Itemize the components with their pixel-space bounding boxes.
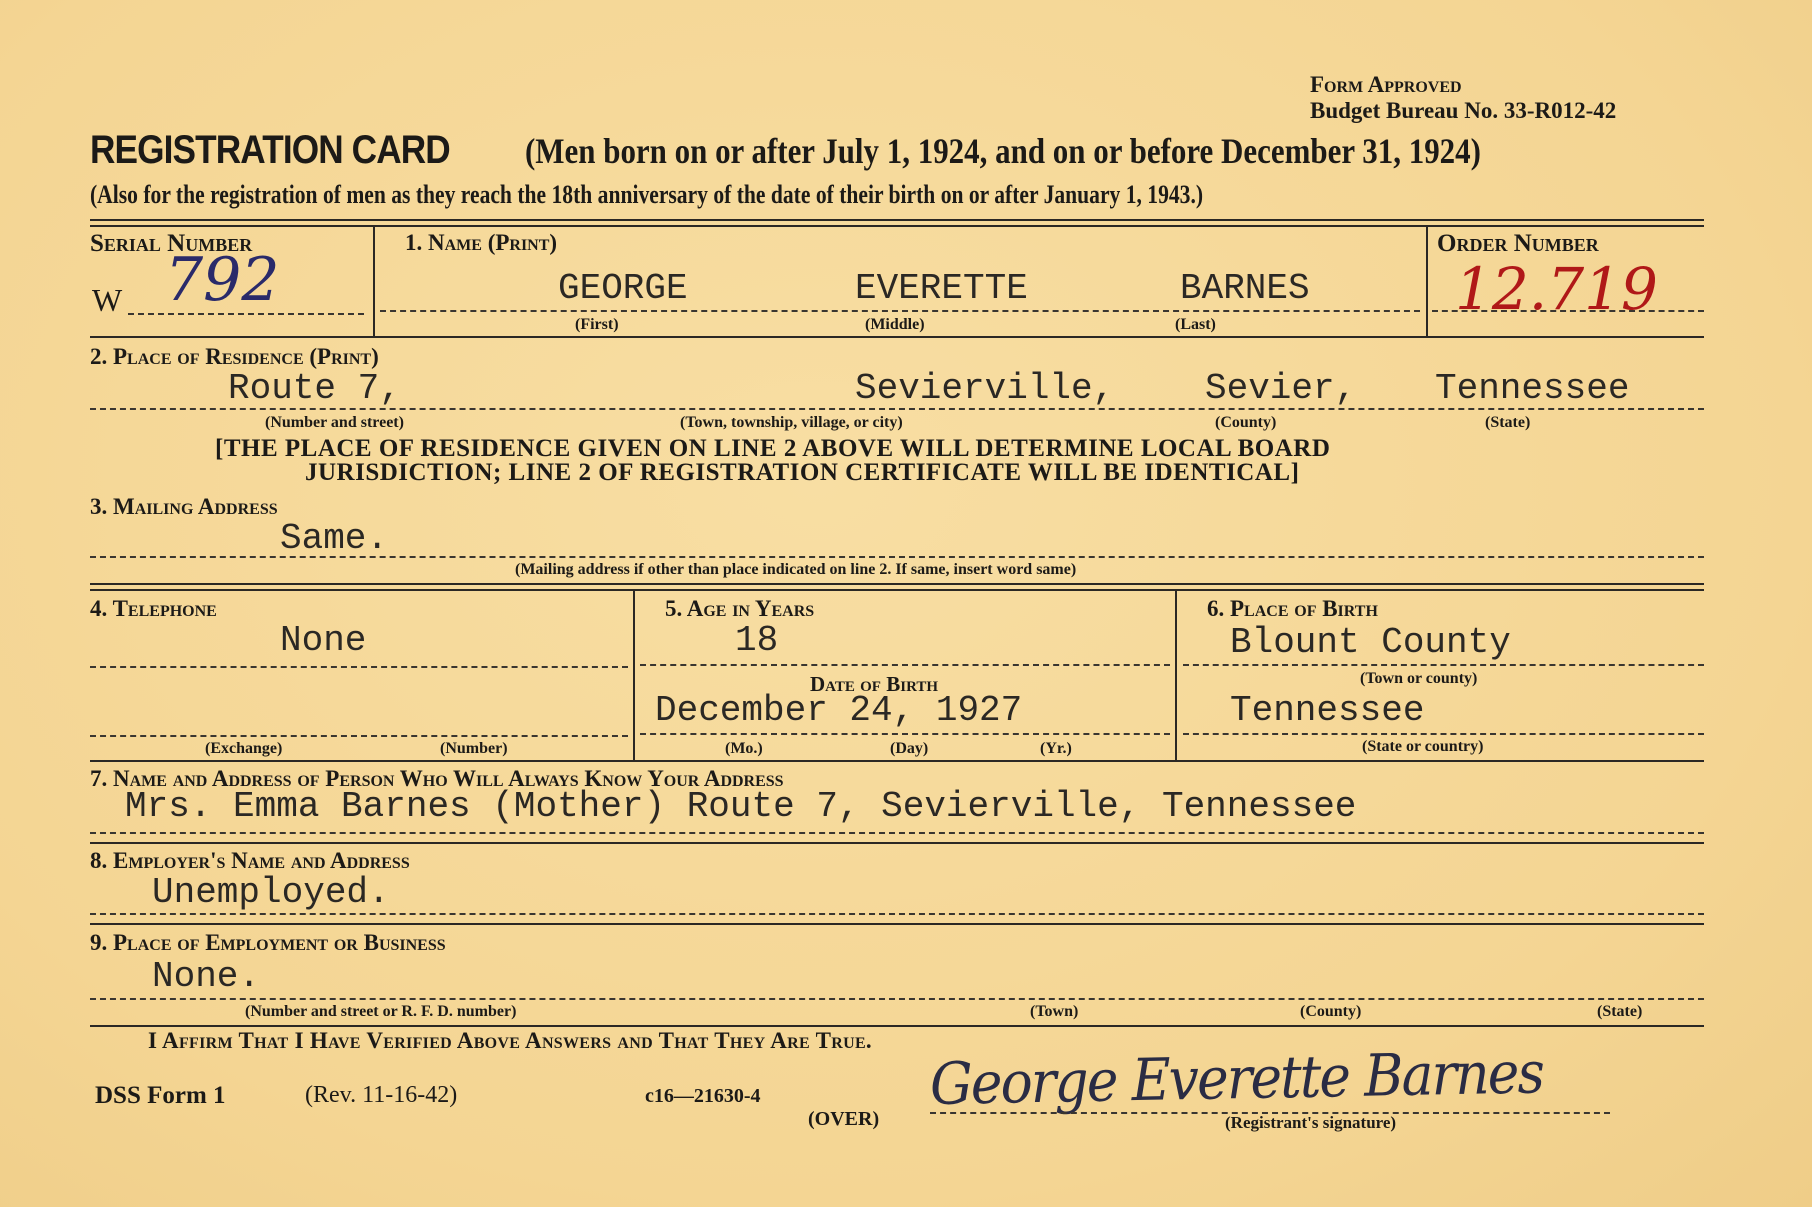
residence-state-caption: (State) (1485, 414, 1531, 431)
serial-number: 792 (165, 245, 280, 315)
serial-prefix: W (92, 282, 123, 318)
employment-town-caption: (Town) (1030, 1003, 1079, 1020)
telephone-value: None (280, 620, 367, 661)
employer-label: 8. Employer's Name and Address (90, 848, 410, 873)
residence-town-caption: (Town, township, village, or city) (680, 414, 903, 431)
order-number: 12.719 (1455, 255, 1658, 323)
name-label: 1. Name (Print) (405, 230, 558, 255)
card-subtitle: (Men born on or after July 1, 1924, and on or before December 31, 1924) (525, 131, 1481, 171)
field-line (90, 666, 628, 668)
contact-label: 7. Name and Address of Person Who Will Always Know Your Address (90, 766, 784, 791)
budget-number: Budget Bureau No. 33-R012-42 (1310, 98, 1617, 123)
age-label: 5. Age in Years (665, 596, 815, 621)
dob-value: December 24, 1927 (655, 690, 1023, 731)
residence-street: Route 7, (228, 368, 401, 409)
birthplace-label: 6. Place of Birth (1207, 596, 1378, 621)
rule (90, 842, 1704, 844)
number-caption: (Number) (440, 740, 508, 757)
registrant-signature: George Everette Barnes (929, 1038, 1544, 1118)
field-line (640, 664, 1170, 666)
name-first: GEORGE (558, 268, 688, 309)
jurisdiction-notice-2: JURISDICTION; LINE 2 OF REGISTRATION CERTIFICATE WILL BE IDENTICAL] (305, 459, 1300, 486)
residence-county-caption: (County) (1215, 414, 1277, 431)
mailing-value: Same. (280, 518, 389, 559)
year-caption: (Yr.) (1040, 740, 1072, 757)
field-line (640, 733, 1170, 735)
rule (90, 1025, 1704, 1027)
employment-state-caption: (State) (1597, 1003, 1643, 1020)
employment-street-caption: (Number and street or R. F. D. number) (245, 1003, 517, 1020)
card-title: REGISTRATION CARD (90, 128, 450, 172)
serial-label: Serial Number (90, 230, 253, 257)
birthplace-state: Tennessee (1230, 690, 1425, 731)
order-label: Order Number (1437, 230, 1599, 257)
rule (90, 589, 1704, 591)
name-last: BARNES (1180, 268, 1310, 309)
contact-value: Mrs. Emma Barnes (Mother) Route 7, Sevierville, Tennessee (125, 786, 1357, 827)
mailing-label: 3. Mailing Address (90, 494, 278, 519)
name-middle: EVERETTE (855, 268, 1028, 309)
divider (633, 590, 635, 760)
telephone-label: 4. Telephone (90, 596, 217, 621)
age-value: 18 (735, 620, 779, 661)
month-caption: (Mo.) (725, 740, 763, 757)
field-line (90, 913, 1704, 915)
field-line (1432, 310, 1704, 312)
rule (90, 219, 1704, 221)
rule (90, 225, 1704, 227)
residence-state: Tennessee (1435, 368, 1630, 409)
field-line (90, 998, 1704, 1000)
rule (90, 336, 1704, 338)
field-line (90, 556, 1704, 558)
field-line (128, 313, 364, 315)
birthplace-state-caption: (State or country) (1362, 738, 1484, 755)
residence-town: Sevierville, (855, 368, 1115, 409)
day-caption: (Day) (890, 740, 929, 757)
field-line (1183, 664, 1704, 666)
signature-caption: (Registrant's signature) (1225, 1113, 1397, 1132)
employment-label: 9. Place of Employment or Business (90, 930, 446, 955)
jurisdiction-notice-1: [THE PLACE OF RESIDENCE GIVEN ON LINE 2 ABOVE WILL DETERMINE LOCAL BOARD (215, 435, 1331, 462)
form-number: DSS Form 1 (95, 1082, 226, 1109)
over-note: (OVER) (808, 1108, 880, 1130)
field-line (90, 832, 1704, 834)
divider (1175, 590, 1177, 760)
field-line (380, 310, 1420, 312)
name-last-caption: (Last) (1175, 316, 1216, 333)
mailing-caption: (Mailing address if other than place indicated on line 2. If same, insert word same) (515, 561, 1077, 578)
form-revision: (Rev. 11-16-42) (305, 1082, 458, 1108)
print-code: c16—21630-4 (645, 1085, 761, 1107)
residence-label: 2. Place of Residence (Print) (90, 344, 379, 369)
field-line (90, 408, 1704, 410)
divider (1426, 226, 1428, 336)
residence-street-caption: (Number and street) (265, 414, 404, 431)
employment-county-caption: (County) (1300, 1003, 1362, 1020)
birthplace-town: Blount County (1230, 622, 1511, 663)
residence-county: Sevier, (1205, 368, 1357, 409)
card-subtitle-2: (Also for the registration of men as they reach the 18th anniversary of the date of their birth on or after January 1, 1943.) (90, 180, 1204, 209)
name-middle-caption: (Middle) (865, 316, 925, 333)
rule (90, 923, 1704, 925)
name-first-caption: (First) (575, 316, 619, 333)
divider (373, 226, 375, 336)
birthplace-town-caption: (Town or county) (1360, 670, 1478, 687)
employer-value: Unemployed. (152, 872, 390, 913)
rule (90, 760, 1704, 762)
rule (90, 583, 1704, 585)
field-line (1183, 733, 1704, 735)
exchange-caption: (Exchange) (205, 740, 283, 757)
form-approved: Form Approved (1310, 72, 1462, 97)
dob-label: Date of Birth (810, 672, 939, 696)
field-line (90, 735, 628, 737)
affirmation: I Affirm That I Have Verified Above Answers and That They Are True. (148, 1028, 872, 1053)
employment-value: None. (152, 956, 261, 997)
